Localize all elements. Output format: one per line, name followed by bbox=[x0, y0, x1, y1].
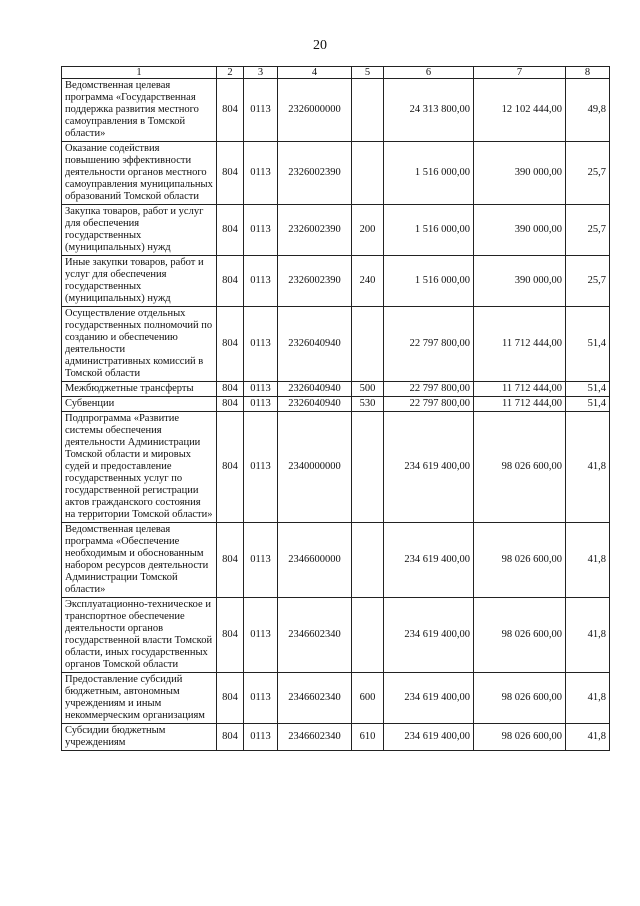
column-header: 2 bbox=[217, 67, 244, 79]
row-name: Иные закупки товаров, работ и услуг для обеспечения государственных (муниципальных) нужд bbox=[62, 256, 217, 307]
cell-code: 804 bbox=[217, 598, 244, 673]
cell-plan: 1 516 000,00 bbox=[384, 256, 474, 307]
cell-actual: 11 712 444,00 bbox=[474, 307, 566, 382]
cell-percent: 51,4 bbox=[566, 382, 610, 397]
page-number: 20 bbox=[313, 38, 327, 53]
cell-actual: 12 102 444,00 bbox=[474, 79, 566, 142]
cell-actual: 11 712 444,00 bbox=[474, 382, 566, 397]
cell-plan: 1 516 000,00 bbox=[384, 142, 474, 205]
cell-plan: 24 313 800,00 bbox=[384, 79, 474, 142]
cell-code: 804 bbox=[217, 397, 244, 412]
cell-percent: 41,8 bbox=[566, 724, 610, 751]
cell-type bbox=[352, 307, 384, 382]
table-row bbox=[62, 256, 610, 307]
cell-code: 804 bbox=[217, 256, 244, 307]
row-name: Ведомственная целевая программа «Государственная поддержка развития местного самоуправления в Томской области» bbox=[62, 79, 217, 142]
cell-type bbox=[352, 412, 384, 523]
cell-target: 2326002390 bbox=[278, 205, 352, 256]
table-row bbox=[62, 79, 610, 142]
cell-plan: 1 516 000,00 bbox=[384, 205, 474, 256]
cell-target: 2346602340 bbox=[278, 598, 352, 673]
column-header: 8 bbox=[566, 67, 610, 79]
cell-actual: 390 000,00 bbox=[474, 205, 566, 256]
cell-section: 0113 bbox=[244, 307, 278, 382]
table-row bbox=[62, 307, 610, 382]
cell-section: 0113 bbox=[244, 79, 278, 142]
cell-type bbox=[352, 79, 384, 142]
cell-target: 2326040940 bbox=[278, 382, 352, 397]
cell-type: 200 bbox=[352, 205, 384, 256]
column-header: 1 bbox=[62, 67, 217, 79]
table-row bbox=[62, 598, 610, 673]
cell-actual: 98 026 600,00 bbox=[474, 523, 566, 598]
cell-target: 2346602340 bbox=[278, 673, 352, 724]
row-name: Эксплуатационно-техническое и транспортное обеспечение деятельности органов государственной власти Томской области, иных государственных органов Томской области bbox=[62, 598, 217, 673]
cell-percent: 25,7 bbox=[566, 142, 610, 205]
cell-target: 2340000000 bbox=[278, 412, 352, 523]
cell-actual: 390 000,00 bbox=[474, 142, 566, 205]
cell-percent: 49,8 bbox=[566, 79, 610, 142]
table-row bbox=[62, 397, 610, 412]
cell-actual: 11 712 444,00 bbox=[474, 397, 566, 412]
cell-plan: 22 797 800,00 bbox=[384, 382, 474, 397]
header-row bbox=[62, 67, 610, 79]
cell-target: 2326002390 bbox=[278, 142, 352, 205]
table-row bbox=[62, 142, 610, 205]
row-name: Закупка товаров, работ и услуг для обеспечения государственных (муниципальных) нужд bbox=[62, 205, 217, 256]
cell-type: 600 bbox=[352, 673, 384, 724]
cell-actual: 98 026 600,00 bbox=[474, 412, 566, 523]
cell-section: 0113 bbox=[244, 523, 278, 598]
column-header: 3 bbox=[244, 67, 278, 79]
cell-percent: 41,8 bbox=[566, 673, 610, 724]
cell-code: 804 bbox=[217, 142, 244, 205]
cell-plan: 234 619 400,00 bbox=[384, 724, 474, 751]
cell-percent: 51,4 bbox=[566, 307, 610, 382]
cell-plan: 234 619 400,00 bbox=[384, 523, 474, 598]
cell-section: 0113 bbox=[244, 673, 278, 724]
cell-plan: 234 619 400,00 bbox=[384, 673, 474, 724]
column-header: 5 bbox=[352, 67, 384, 79]
row-name: Осуществление отдельных государственных полномочий по созданию и обеспечению деятельности административных комиссий в Томской области bbox=[62, 307, 217, 382]
budget-table bbox=[61, 66, 610, 751]
cell-target: 2326040940 bbox=[278, 307, 352, 382]
cell-code: 804 bbox=[217, 205, 244, 256]
table-row bbox=[62, 205, 610, 256]
column-header: 4 bbox=[278, 67, 352, 79]
cell-type: 610 bbox=[352, 724, 384, 751]
cell-target: 2326000000 bbox=[278, 79, 352, 142]
cell-type bbox=[352, 523, 384, 598]
column-header: 6 bbox=[384, 67, 474, 79]
cell-code: 804 bbox=[217, 673, 244, 724]
cell-plan: 234 619 400,00 bbox=[384, 598, 474, 673]
row-name: Оказание содействия повышению эффективности деятельности органов местного самоуправления муниципальных образований Томской области bbox=[62, 142, 217, 205]
cell-section: 0113 bbox=[244, 142, 278, 205]
cell-actual: 98 026 600,00 bbox=[474, 673, 566, 724]
cell-type bbox=[352, 142, 384, 205]
cell-percent: 25,7 bbox=[566, 205, 610, 256]
table-row bbox=[62, 382, 610, 397]
cell-plan: 22 797 800,00 bbox=[384, 397, 474, 412]
cell-code: 804 bbox=[217, 382, 244, 397]
column-header: 7 bbox=[474, 67, 566, 79]
cell-code: 804 bbox=[217, 412, 244, 523]
cell-type: 500 bbox=[352, 382, 384, 397]
cell-section: 0113 bbox=[244, 397, 278, 412]
cell-plan: 22 797 800,00 bbox=[384, 307, 474, 382]
row-name: Предоставление субсидий бюджетным, автономным учреждениям и иным некоммерческим организациям bbox=[62, 673, 217, 724]
cell-section: 0113 bbox=[244, 382, 278, 397]
cell-section: 0113 bbox=[244, 256, 278, 307]
cell-type: 530 bbox=[352, 397, 384, 412]
cell-percent: 51,4 bbox=[566, 397, 610, 412]
cell-section: 0113 bbox=[244, 205, 278, 256]
cell-target: 2326002390 bbox=[278, 256, 352, 307]
cell-plan: 234 619 400,00 bbox=[384, 412, 474, 523]
cell-type bbox=[352, 598, 384, 673]
cell-section: 0113 bbox=[244, 724, 278, 751]
cell-section: 0113 bbox=[244, 412, 278, 523]
cell-section: 0113 bbox=[244, 598, 278, 673]
cell-type: 240 bbox=[352, 256, 384, 307]
table-row bbox=[62, 523, 610, 598]
cell-code: 804 bbox=[217, 79, 244, 142]
cell-percent: 41,8 bbox=[566, 523, 610, 598]
cell-code: 804 bbox=[217, 724, 244, 751]
cell-target: 2346600000 bbox=[278, 523, 352, 598]
cell-actual: 98 026 600,00 bbox=[474, 724, 566, 751]
row-name: Межбюджетные трансферты bbox=[62, 382, 217, 397]
cell-percent: 41,8 bbox=[566, 598, 610, 673]
cell-percent: 25,7 bbox=[566, 256, 610, 307]
table-row bbox=[62, 673, 610, 724]
cell-target: 2346602340 bbox=[278, 724, 352, 751]
cell-code: 804 bbox=[217, 307, 244, 382]
cell-percent: 41,8 bbox=[566, 412, 610, 523]
cell-code: 804 bbox=[217, 523, 244, 598]
cell-actual: 98 026 600,00 bbox=[474, 598, 566, 673]
row-name: Субвенции bbox=[62, 397, 217, 412]
table-row bbox=[62, 724, 610, 751]
row-name: Ведомственная целевая программа «Обеспечение необходимым и обоснованным набором ресурсов деятельности Администрации Томской области» bbox=[62, 523, 217, 598]
cell-actual: 390 000,00 bbox=[474, 256, 566, 307]
cell-target: 2326040940 bbox=[278, 397, 352, 412]
row-name: Субсидии бюджетным учреждениям bbox=[62, 724, 217, 751]
row-name: Подпрограмма «Развитие системы обеспечения деятельности Администрации Томской области и мировых судей и предоставление государственных услуг по государственной регистрации актов гражданского состояния на территории Томской области» bbox=[62, 412, 217, 523]
table-row bbox=[62, 412, 610, 523]
